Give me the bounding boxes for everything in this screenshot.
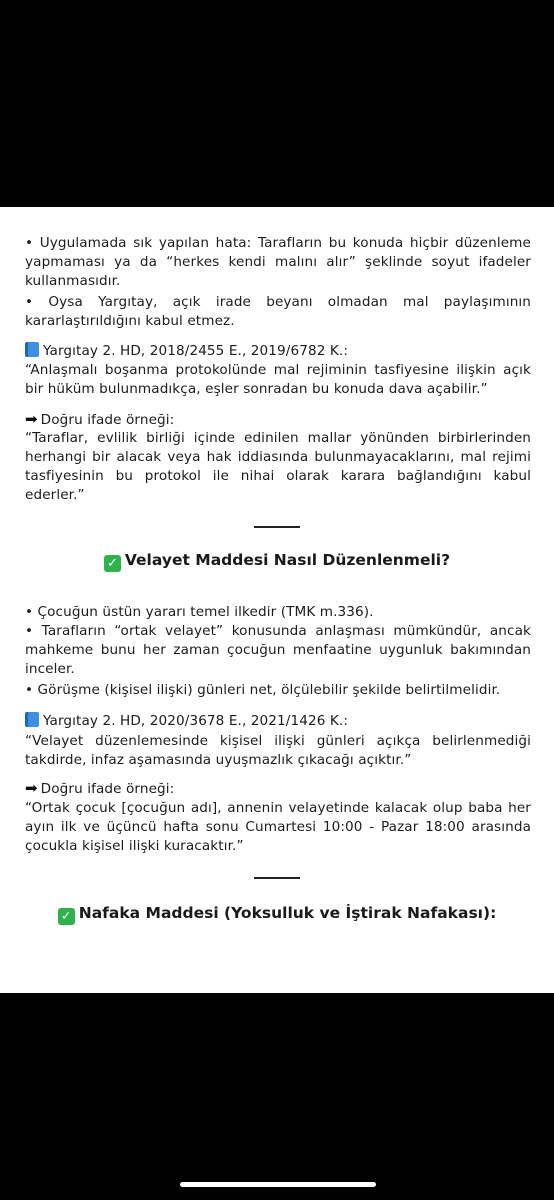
example-text-2: “Ortak çocuk [çocuğun adı], annenin velayetinde kalacak olup baba her ayın ilk ve üçüncü hafta sonu Cumartesi 10:00 - Pazar 18:00 arasında çocukla kişisel ilişki kuracaktır.” (25, 800, 531, 854)
right-arrow-icon: ➡ (25, 410, 38, 428)
home-indicator[interactable] (180, 1182, 376, 1187)
ruling-ref-text: Yargıtay 2. HD, 2020/3678 E., 2021/1426 K.: (43, 713, 349, 729)
example-label-1 (25, 410, 531, 430)
book-icon (25, 342, 39, 357)
example-label-text: Doğru ifade örneği: (40, 412, 175, 428)
example-label-2 (25, 779, 531, 799)
document-page (0, 207, 554, 993)
bullet-child-interest: • Çocuğun üstün yararı temel ilkedir (TMK m.336). (25, 604, 374, 620)
section-heading-velayet (0, 549, 554, 572)
right-arrow-icon: ➡ (25, 779, 38, 797)
ruling-quote-2: “Velayet düzenlemesinde kişisel ilişki günleri açıkça belirlenmediği takdirde, infaz aşamasında uyuşmazlık çıkacağı açıktır.” (25, 733, 531, 768)
check-mark-icon: ✓ (58, 908, 75, 925)
ruling-reference-2 (25, 712, 531, 731)
check-mark-icon: ✓ (104, 555, 121, 572)
section-divider (254, 877, 300, 879)
bullet-common-mistake: • Uygulamada sık yapılan hata: Tarafların bu konuda hiçbir düzenleme yapmaması ya da “herkes kendi malını alır” şeklinde soyut ifadeler kullanmasıdır. (25, 235, 531, 289)
heading-text: Nafaka Maddesi (Yoksulluk ve İştirak Nafakası): (78, 904, 497, 922)
section-heading-nafaka (0, 902, 554, 925)
bullet-joint-custody: • Tarafların “ortak velayet” konusunda anlaşması mümkündür, ancak mahkeme bunu her zaman çocuğun menfaatine uygunluk bakımından inceler. (25, 623, 531, 677)
example-label-text: Doğru ifade örneği: (40, 781, 175, 797)
section-divider (254, 526, 300, 528)
ruling-quote-1: “Anlaşmalı boşanma protokolünde mal rejiminin tasfiyesine ilişkin açık bir hüküm bulunmadıkça, eşler sonradan bu konuda dava açabilir.” (25, 362, 531, 397)
bullet-visitation-days: • Görüşme (kişisel ilişki) günleri net, ölçülebilir şekilde belirtilmelidir. (25, 682, 501, 698)
ruling-reference-1 (25, 342, 531, 361)
book-icon (25, 712, 39, 727)
ruling-ref-text: Yargıtay 2. HD, 2018/2455 E., 2019/6782 K.: (43, 343, 349, 359)
example-text-1: “Taraflar, evlilik birliği içinde edinilen mallar yönünden birbirlerinden herhangi bir alacak veya hak iddiasında bulunmayacaklarını, mal rejimi tasfiyesinin bu protokol ile nihai olarak karara bağlandığını kabul ederler.” (25, 430, 531, 503)
bullet-yargitay-rule: • Oysa Yargıtay, açık irade beyanı olmadan mal paylaşımının kararlaştırıldığını kabul etmez. (25, 294, 531, 329)
heading-text: Velayet Maddesi Nasıl Düzenlenmeli? (124, 551, 451, 569)
